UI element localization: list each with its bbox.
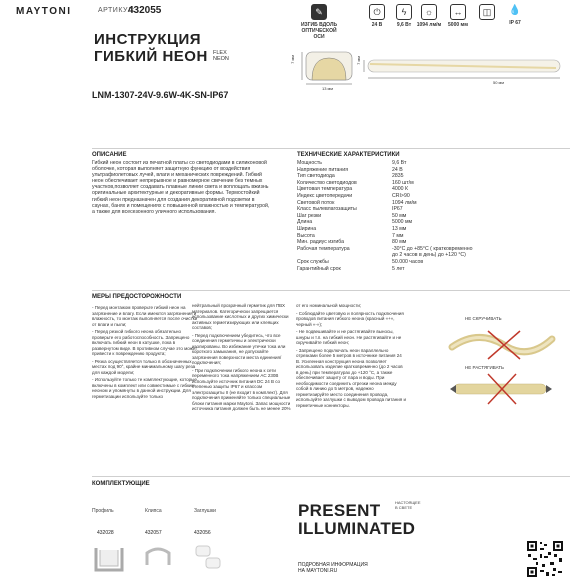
safety-paragraph: - Используйте только те комплектующие, которые включены в комплект или совместимые с гибким неоном и упомянуты в данной инструкции. Для герметизации используйте только <box>92 377 197 399</box>
spec-name: Гарантийный срок <box>297 265 341 272</box>
safety-paragraph: - Резка осуществляется только в обозначенных местах под 90°, крайне минимальному шагу реза для каждой модели; <box>92 358 196 375</box>
length-label: 50 мм <box>493 80 505 85</box>
slogan-tagline: НАСТОЯЩЕЕ В СВЕТЕ <box>395 500 421 510</box>
specs-table <box>297 160 567 275</box>
spec-name: Рабочая температура <box>297 245 350 252</box>
caps-image <box>192 540 226 574</box>
ip-icon: 💧 IP 67 <box>508 5 522 26</box>
no-stretch-label: НЕ РАСТЯГИВАТЬ <box>465 365 504 370</box>
qr-code-icon[interactable] <box>526 540 564 578</box>
spec-name: Срок службы <box>297 259 329 265</box>
no-stretch-illustration <box>448 372 558 406</box>
safety-paragraph: - Перед подключением убедитесь, что все соединения герметичны и электрически изолированы. Во избежание утечки тока или короткого замыкания, не допускайте загрязнения поверхности места единения/подключения; <box>192 332 286 365</box>
brand-logo: MAYTONI <box>16 6 72 17</box>
spec-value: 5000 мм <box>392 219 413 226</box>
spec-value: -30°С до +85°С ( кратковременно <box>392 245 473 252</box>
divider <box>92 148 570 149</box>
spec-value: 50 мм <box>392 212 407 219</box>
title-line-1: ИНСТРУКЦИЯ <box>94 31 202 48</box>
height-label: 7 мм <box>290 55 295 64</box>
spec-name: Напряжение питания <box>297 166 349 173</box>
article-label: АРТИКУЛ: <box>98 7 136 14</box>
safety-paragraph: - Запрещено подключать неон параллельно отрезками более 5 метров в источнике питания 24 В. Усиленная конструкция неона позволяет использовать изделие кратковременно (до 2 часов в день) при температурах до +120 °С, а также обеспечивает защиту от пара и воды. При необходимости соединить отрезки неона между собой в линию до 5 метров, надежно герметизируйте место соединения провода, используйте заглушки с выводом провода питания и герметичные коннекторы. <box>296 347 407 408</box>
no-twist-illustration <box>448 325 558 363</box>
spec-value: 160 шт/м <box>392 179 414 186</box>
kit-label-caps: Заглушки <box>194 508 216 514</box>
kit-art-profile: 432028 <box>97 530 114 536</box>
safety-paragraph: - Не подвешивайте и не растягивайте выносы, шнуры и т.п. на гибкий неон. Не растягивайте и не скручивайте гибкий неон; <box>296 329 402 345</box>
description-heading: ОПИСАНИЕ <box>92 152 127 158</box>
safety-paragraph: - Перед монтажом проверьте гибкий неон на загрязнение и влагу. Если имеются загрязнения и влажность, то монтаж выполняется после очистки от влаги и пыли; <box>92 305 198 327</box>
kit-label-clip: Клипса <box>145 508 162 514</box>
side-height-label: 7 мм <box>356 56 361 65</box>
profile-image <box>92 540 128 576</box>
spec-name: Высота <box>297 232 315 239</box>
title-line-2: ГИБКИЙ НЕОН <box>94 48 208 65</box>
width-label: 13 мм <box>322 86 334 91</box>
spec-value: 13 мм <box>392 226 407 232</box>
flex-neon-label: FLEX NEON <box>213 50 229 62</box>
divider <box>92 290 570 291</box>
spec-value: 5 лет <box>392 265 405 272</box>
no-twist-label: НЕ СКРУЧИВАТЬ <box>465 316 502 321</box>
spec-icons-bar <box>300 4 572 48</box>
power-icon: ⏻ 24 В <box>362 4 392 48</box>
spec-value: 80 мм <box>392 239 407 246</box>
divider <box>92 476 570 477</box>
spec-name: Мин. радиус изгиба <box>297 239 345 246</box>
spec-value: 1094 лм/м <box>392 199 417 206</box>
product-code: LNM-1307-24V-9.6W-4K-SN-IP67 <box>92 90 229 100</box>
spec-name: Мощность <box>297 160 322 166</box>
optic-icon: ✎ ИЗГИБ ВДОЛЬ ОПТИЧЕСКОЙ ОСИ <box>300 4 338 48</box>
spec-name: Световой поток <box>297 199 335 206</box>
slogan: PRESENT ILLUMINATED <box>298 501 416 538</box>
spec-value: 24 В <box>392 166 403 173</box>
spec-name: Индекс цветопередачи <box>297 193 353 199</box>
spec-value: CRI>90 <box>392 193 410 199</box>
spec-value: 4000 К <box>392 186 409 193</box>
spec-value: IP67 <box>392 206 403 213</box>
optic-icon-label: ИЗГИБ ВДОЛЬ ОПТИЧЕСКОЙ ОСИ <box>300 22 338 40</box>
safety-column-3 <box>296 303 406 410</box>
spec-name: Цветовая температура <box>297 186 353 193</box>
safety-paragraph: от его номинальной мощности; <box>296 303 362 308</box>
page-title <box>94 31 208 65</box>
profile-drawing <box>298 46 568 92</box>
more-info: ПОДРОБНАЯ ИНФОРМАЦИЯ НА MAYTONI.RU <box>298 562 368 574</box>
safety-paragraph: - При подключении гибкого неона к сети переменного тока напряжением AC 230В используйте источник питания DC 24 В со степенью защиты IP67 и классом электрозащиты II (не входит в комплект). Для подключения применяйте только специальные блоки питания марки Maytoni. Запас мощности источника питания должен быть не менее 20% <box>192 367 291 411</box>
safety-paragraph: - Соблюдайте цветовую и полярность подключения проводов питания гибкого неона (красный «+», черный «-»); <box>296 310 404 327</box>
safety-paragraph: нейтральный прозрачный герметик для ПВХ материалов. Категорически запрещается использование кислотных и других химически активных герметизирующих или клеящих составов; <box>192 303 289 330</box>
safety-heading: МЕРЫ ПРЕДОСТОРОЖНОСТИ <box>92 294 182 300</box>
spec-name: Длина <box>297 219 313 226</box>
spec-value: до 2 часов в день) до +120 °С) <box>392 252 466 259</box>
safety-column-1 <box>92 305 200 401</box>
kit-art-clip: 432057 <box>145 530 162 536</box>
lumen-icon: ☼ 1094 лм/м <box>414 4 444 48</box>
safety-column-2 <box>192 303 294 414</box>
spec-value: 2835 <box>392 173 404 180</box>
length-icon: ↔ 5000 мм <box>443 4 473 48</box>
description-text: Гибкий неон состоит из печатной платы со светодиодами в силиконовой оболочке, которая выполняет защитную функцию от воздействия ультрафиолетовых лучей, влаги и механических повреждений. Гибкий неон обеспечивает непрерывное и равномерное свечение без темных участков,позволяет создавать плавные линии света и воплощать вжизнь оригинальные архитектурные и декоративные формы. Термостойкий гибкий неон предназначен для создания декоративной подсветки в саунах, банях и помещениях с повышенной влажностью и температурой, а также для всесезонного уличного использования. <box>92 160 270 215</box>
kit-art-caps: 432056 <box>194 530 211 536</box>
kit-heading: КОМПЛЕКТУЮЩИЕ <box>92 481 150 487</box>
spec-name: Количество светодиодов <box>297 179 357 186</box>
article-number: 432055 <box>128 5 162 16</box>
clip-image <box>143 545 173 569</box>
spec-name: Ширина <box>297 226 317 232</box>
spec-name: Класс пылевлагозащиты <box>297 206 357 213</box>
dimmer-icon: ◫ <box>472 4 502 48</box>
lightning-icon: ϟ 9,6 Вт <box>389 4 419 48</box>
spec-name: Тип светодиода <box>297 173 335 180</box>
spec-value: 50.000 часов <box>392 259 424 265</box>
kit-label-profile: Профиль <box>92 508 114 514</box>
spec-name: Шаг резки <box>297 212 322 219</box>
spec-value: 7 мм <box>392 232 404 239</box>
spec-value: 9,6 Вт <box>392 160 407 166</box>
specs-heading: ТЕХНИЧЕСКИЕ ХАРАКТЕРИСТИКИ <box>297 152 400 158</box>
safety-paragraph: - Перед резкой гибкого неона обязательно проверьте его работоспособность. Запрещено включать гибкий неон в катушке, пока в развернутом виде. В противном случае это может привести к повреждению продукта; <box>92 329 198 356</box>
